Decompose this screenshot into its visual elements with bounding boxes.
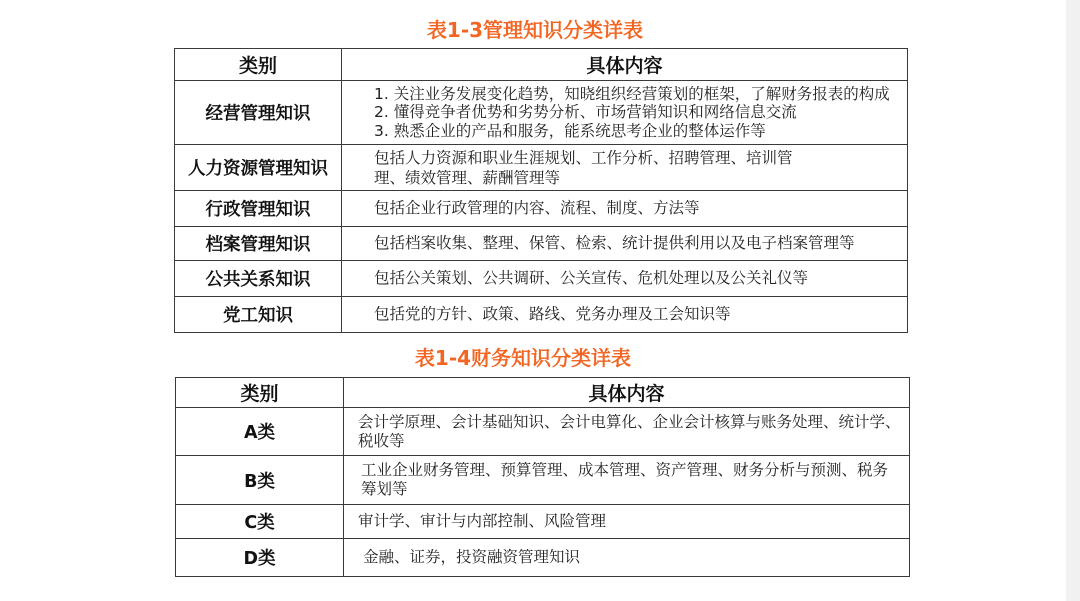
category-cell: 档案管理知识 [175,227,342,261]
table-row [176,539,910,577]
content-cell [342,261,908,297]
content-cell [344,456,910,505]
header-category-cell: 类别 [175,49,342,81]
category-cell: D类 [176,539,344,577]
content-cell [342,297,908,333]
content-line: 包括档案收集、整理、保管、检索、统计提供利用以及电子档案管理等 [374,234,855,252]
content-line: 包括人力资源和职业生涯规划、工作分析、招聘管理、培训管 [374,148,793,167]
content-cell [344,539,910,577]
category-cell: 经营管理知识 [175,81,342,145]
table-header-row [175,49,908,81]
finance-knowledge-table [175,377,910,577]
category-cell: A类 [176,408,344,456]
header-content-cell: 具体内容 [344,378,910,408]
category-cell: 党工知识 [175,297,342,333]
content-line: 理、绩效管理、薪酬管理等 [374,168,561,187]
table-row [175,297,908,333]
category-cell: 行政管理知识 [175,191,342,227]
table-row [175,81,908,145]
content-line: 筹划等 [361,480,408,498]
content-cell [342,81,908,145]
category-cell: B类 [176,456,344,505]
content-line: 1. 关注业务发展变化趋势，知晓组织经营策划的框架，了解财务报表的构成 [374,84,890,103]
table-row [176,408,910,456]
finance-table-title: 表1-4财务知识分类详表 [414,346,632,370]
category-cell: 公共关系知识 [175,261,342,297]
table-row [175,145,908,191]
content-line: 会计学原理、会计基础知识、会计电算化、企业会计核算与账务处理、统计学、 [358,412,901,431]
table-row [176,456,910,505]
page-edge [1066,0,1080,601]
content-line: 审计学、审计与内部控制、风险管理 [358,512,607,530]
content-cell [342,145,908,191]
content-cell [342,191,908,227]
header-content-cell: 具体内容 [342,49,908,81]
content-line: 税收等 [358,431,405,450]
content-line: 包括公关策划、公共调研、公关宣传、危机处理以及公关礼仪等 [374,269,809,287]
content-cell [344,505,910,539]
content-line: 金融、证券，投资融资管理知识 [363,548,581,566]
table-row [175,261,908,297]
table-row [175,191,908,227]
content-line: 包括党的方针、政策、路线、党务办理及工会知识等 [374,305,731,323]
table-header-row [176,378,910,408]
management-table-title: 表1-3管理知识分类详表 [426,18,644,42]
content-line: 包括企业行政管理的内容、流程、制度、方法等 [374,199,700,217]
table-row [175,227,908,261]
category-cell: 人力资源管理知识 [175,145,342,191]
content-cell [344,408,910,456]
content-cell [342,227,908,261]
category-cell: C类 [176,505,344,539]
content-line: 3. 熟悉企业的产品和服务，能系统思考企业的整体运作等 [374,121,766,140]
header-category-cell: 类别 [176,378,344,408]
content-line: 2. 懂得竞争者优势和劣势分析、市场营销知识和网络信息交流 [374,103,797,122]
management-knowledge-table [174,48,908,333]
content-line: 工业企业财务管理、预算管理、成本管理、资产管理、财务分析与预测、税务 [361,461,889,479]
table-row [176,505,910,539]
